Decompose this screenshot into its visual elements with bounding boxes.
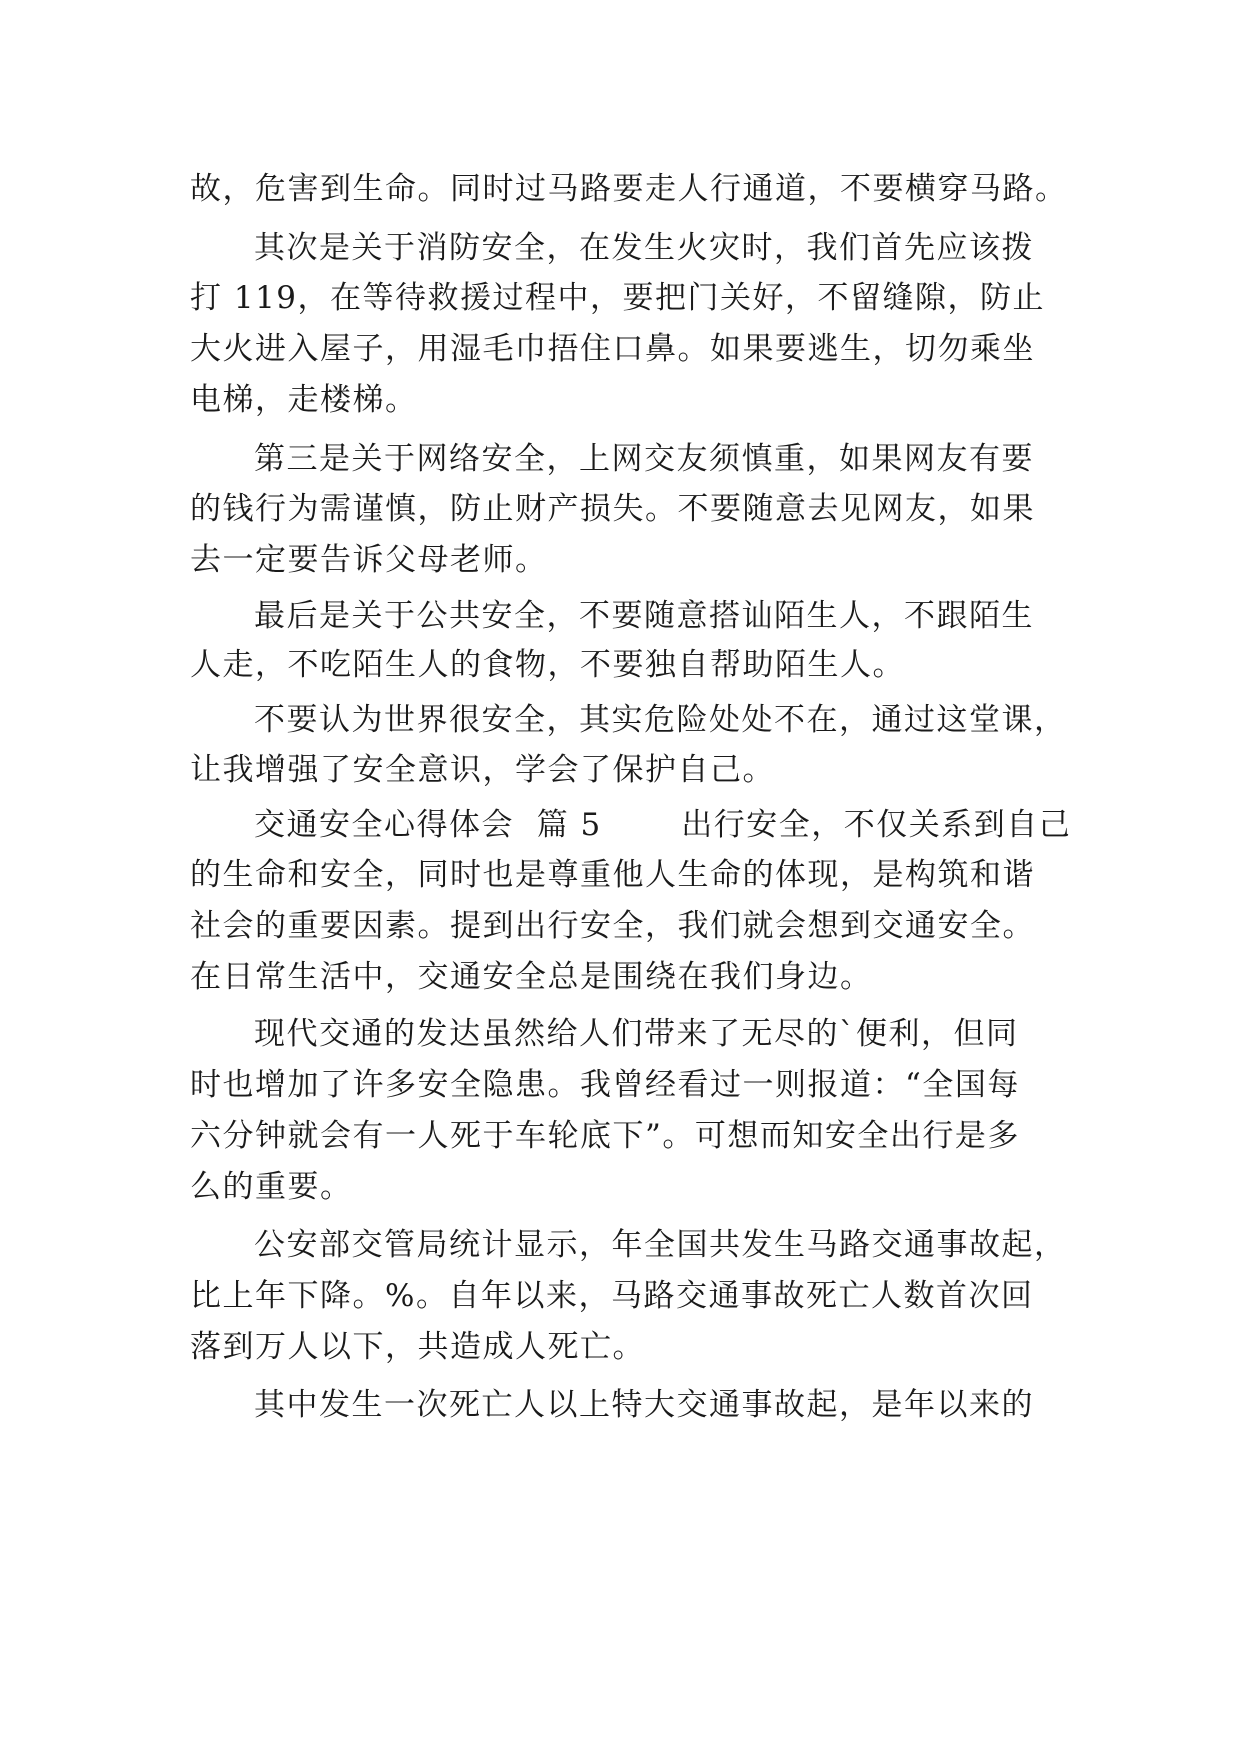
paragraph-first-line: 最后是关于公共安全，不要随意搭讪陌生人，不跟陌生 <box>254 598 1034 634</box>
text-line: 故，危害到生命。同时过马路要走人行通道，不要横穿马路。 <box>190 171 1068 207</box>
text-line: 的生命和安全，同时也是尊重他人生命的体现，是构筑和谐 <box>190 857 1035 893</box>
paragraph-first-line: 现代交通的发达虽然给人们带来了无尽的`便利，但同 <box>254 1016 1019 1052</box>
text-line: 比上年下降。%。自年以来，马路交通事故死亡人数首次回 <box>190 1278 1034 1314</box>
text-line: 电梯，走楼梯。 <box>190 382 418 418</box>
text-line: 人走，不吃陌生人的食物，不要独自帮助陌生人。 <box>190 647 905 683</box>
text-line: 去一定要告诉父母老师。 <box>190 542 548 578</box>
text-line: 的钱行为需谨慎，防止财产损失。不要随意去见网友，如果 <box>190 491 1035 527</box>
text-line: 大火进入屋子，用湿毛巾捂住口鼻。如果要逃生，切勿乘坐 <box>190 331 1035 367</box>
text-line: 在日常生活中，交通安全总是围绕在我们身边。 <box>190 959 873 995</box>
text-line: 时也增加了许多安全隐患。我曾经看过一则报道：“全国每 <box>190 1067 1020 1103</box>
text-line: 么的重要。 <box>190 1169 353 1205</box>
paragraph-first-line: 其次是关于消防安全，在发生火灾时，我们首先应该拨 <box>254 230 1034 266</box>
section-heading-line: 交通安全心得体会 篇 5 出行安全，不仅关系到自己 <box>254 807 1072 843</box>
text-line: 六分钟就会有一人死于车轮底下”。可想而知安全出行是多 <box>190 1118 1020 1154</box>
text-line: 社会的重要因素。提到出行安全，我们就会想到交通安全。 <box>190 908 1035 944</box>
paragraph-first-line: 第三是关于网络安全，上网交友须慎重，如果网友有要 <box>254 441 1034 477</box>
text-line: 落到万人以下，共造成人死亡。 <box>190 1329 645 1365</box>
paragraph-first-line: 不要认为世界很安全，其实危险处处不在，通过这堂课， <box>254 702 1067 738</box>
text-line: 让我增强了安全意识，学会了保护自己。 <box>190 752 775 788</box>
paragraph-first-line: 其中发生一次死亡人以上特大交通事故起，是年以来的 <box>254 1387 1034 1423</box>
text-line: 打 119，在等待救援过程中，要把门关好，不留缝隙，防止 <box>190 280 1046 316</box>
paragraph-first-line: 公安部交管局统计显示，年全国共发生马路交通事故起， <box>254 1227 1067 1263</box>
